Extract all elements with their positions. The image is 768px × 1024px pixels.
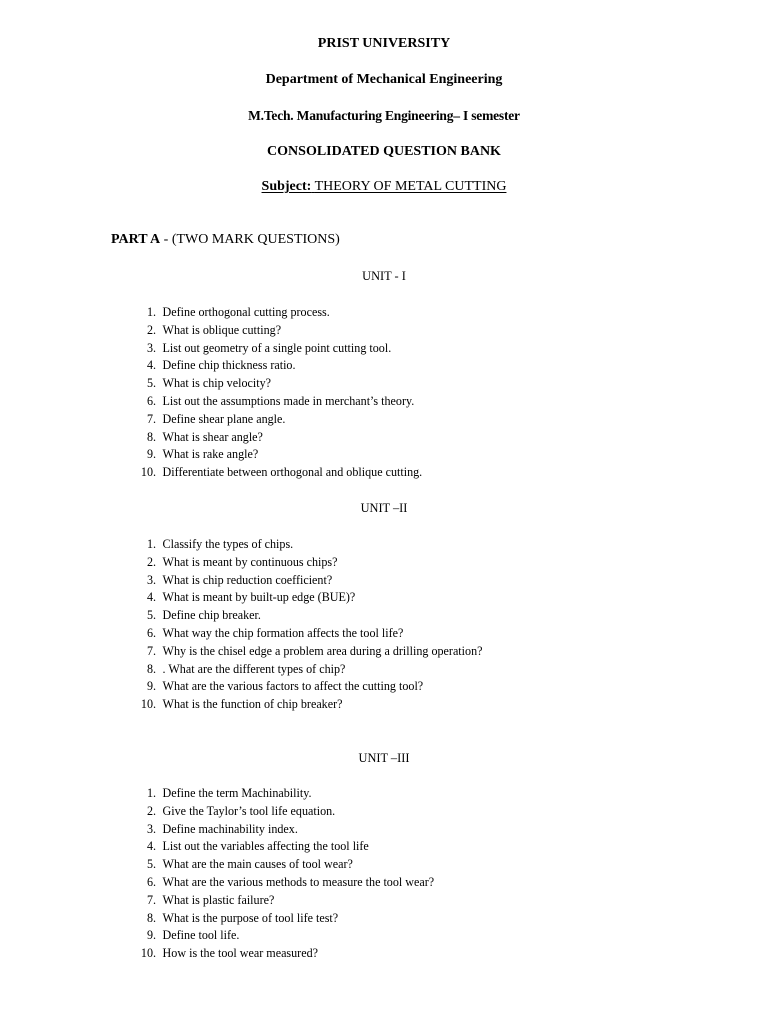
question-item [130,660,482,678]
question-text: What is the function of chip breaker? [162,696,343,712]
question-number: 6. [146,873,157,889]
part-label: PART A [111,232,161,247]
question-text: What is oblique cutting? [162,321,282,337]
question-text: Classify the types of chips. [162,536,294,551]
question-number: 3. [146,339,157,355]
question-item [130,820,434,838]
question-item [130,374,422,392]
question-item [130,944,434,962]
question-text: Why is the chisel edge a problem area during a drilling operation? [162,642,483,658]
question-number: 10. [140,696,157,712]
question-number: 4. [146,357,157,373]
question-item [130,802,434,820]
question-number: 8. [146,909,157,925]
question-number: 3. [146,571,157,587]
question-number: 5. [146,856,157,872]
question-text: List out the assumptions made in merchant’s theory. [162,392,415,408]
question-number: 10. [140,464,157,480]
question-number: 2. [146,553,157,569]
question-item [130,837,434,855]
question-item [130,571,482,589]
question-item [130,339,422,357]
unit-3-heading: UNIT –III [358,750,410,765]
question-number: 1. [146,785,157,800]
question-number: 6. [146,624,157,640]
question-number: 7. [146,642,157,658]
question-item [130,463,422,481]
question-item [130,642,482,660]
question-number: 5. [146,375,157,391]
question-text: What are the main causes of tool wear? [162,856,353,872]
department-name: Department of Mechanical Engineering [265,72,503,87]
question-text: What is plastic failure? [162,891,275,907]
question-item [130,909,434,927]
subject-label: Subject: [261,179,312,194]
question-item [130,356,422,374]
question-number: 5. [146,607,157,623]
question-item [130,873,434,891]
question-text: Define chip thickness ratio. [162,357,296,373]
question-item [130,428,422,446]
question-text: Differentiate between orthogonal and oblique cutting. [162,464,423,480]
program-name: M.Tech. Manufacturing Engineering– I semester [248,108,520,123]
question-text: Define tool life. [162,927,240,943]
question-number: 10. [140,945,157,961]
question-text: Define shear plane angle. [162,410,286,426]
question-item [130,695,482,713]
question-number: 9. [146,446,157,462]
question-item [130,321,422,339]
question-number: 7. [146,891,157,907]
question-item [130,606,482,624]
question-text: What are the various factors to affect the cutting tool? [162,678,424,694]
question-item [130,303,422,321]
question-number: 1. [146,536,157,551]
question-item [130,624,482,642]
unit-2-question-list [130,535,509,713]
question-number: 9. [146,678,157,694]
university-name: PRIST UNIVERSITY [317,36,451,51]
question-item [130,392,422,410]
question-text: Define the term Machinability. [162,785,312,800]
question-text: What is shear angle? [162,428,263,444]
subject-value: THEORY OF METAL CUTTING [314,179,507,194]
question-text: How is the tool wear measured? [162,945,318,961]
question-text: . What are the different types of chip? [162,660,346,676]
question-item [130,410,422,428]
question-text: Give the Taylor’s tool life equation. [162,802,336,818]
question-item [130,677,482,695]
question-item [130,445,422,463]
unit-1-question-list [130,303,444,481]
question-number: 8. [146,428,157,444]
question-number: 2. [146,802,157,818]
unit-2-heading: UNIT –II [360,500,408,515]
part-description: - (TWO MARK QUESTIONS) [163,232,340,247]
question-text: List out geometry of a single point cutting tool. [162,339,392,355]
question-text: What is the purpose of tool life test? [162,909,339,925]
question-item [130,535,482,553]
question-number: 3. [146,820,157,836]
question-number: 6. [146,392,157,408]
question-text: What is chip reduction coefficient? [162,571,333,587]
question-number: 1. [146,304,157,319]
question-text: What are the various methods to measure the tool wear? [162,873,435,889]
document-title: CONSOLIDATED QUESTION BANK [267,144,501,159]
unit-1-heading: UNIT - I [362,268,406,283]
question-text: List out the variables affecting the tool life [162,838,369,854]
unit-3-question-list [130,784,457,962]
question-text: What is rake angle? [162,446,259,462]
question-number: 7. [146,410,157,426]
question-text: What is meant by built-up edge (BUE)? [162,589,356,605]
question-item [130,855,434,873]
question-number: 4. [146,838,157,854]
question-number: 9. [146,927,157,943]
question-item [130,891,434,909]
question-item [130,784,434,802]
question-number: 2. [146,321,157,337]
question-text: Define machinability index. [162,820,298,836]
subject-line [0,178,768,196]
subject-underlined [262,179,507,194]
question-number: 8. [146,660,157,676]
part-heading [111,231,340,249]
question-text: What is meant by continuous chips? [162,553,338,569]
question-text: Define orthogonal cutting process. [162,304,330,319]
question-text: What way the chip formation affects the tool life? [162,624,404,640]
question-number: 4. [146,589,157,605]
question-text: Define chip breaker. [162,607,261,623]
question-item [130,553,482,571]
question-text: What is chip velocity? [162,375,271,391]
question-item [130,926,434,944]
question-item [130,588,482,606]
